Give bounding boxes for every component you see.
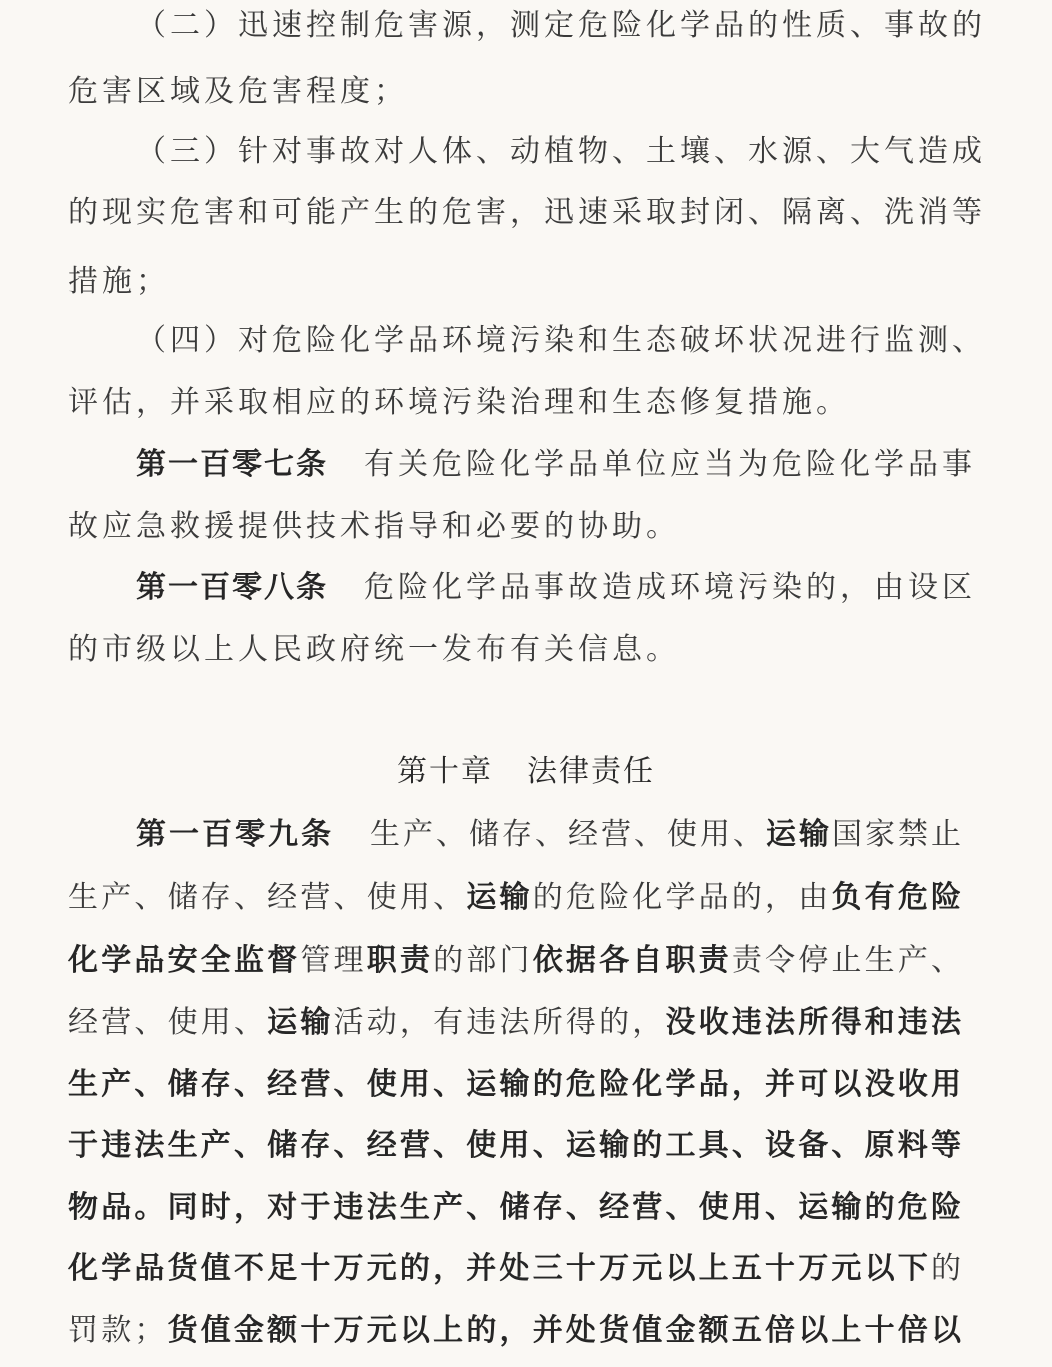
article-108-number: 第一百零八条 [136,570,328,605]
article-109-l3d: 的部门 [433,943,533,978]
article-109-line-1 [136,815,963,855]
article-109-number: 第一百零九条 [136,817,334,852]
article-109-line-6: 于违法生产、储存、经营、使用、运输的工具、设备、原料等 [68,1128,963,1163]
article-109-line-7: 物品。同时，对于违法生产、储存、经营、使用、运输的危险 [68,1190,963,1225]
article-108-line-1 [136,568,976,608]
list-item-3-line-3: 措施； [68,264,170,299]
article-109-l8a: 化学品货值不足十万元的，并处三十万元以上五十万元以下 [68,1251,931,1286]
article-107-text-1: 有关危险化学品单位应当为危险化学品事 [364,447,976,482]
article-109-l9b: 货值金额十万元以上的，并处货值金额五倍以上十倍以 [166,1313,964,1348]
article-109-l2c: 的危险化学品的，由 [532,880,832,915]
article-109-line-5: 生产、储存、经营、使用、运输的危险化学品，并可以没收用 [68,1067,963,1102]
chapter-number: 第十章 [397,754,493,789]
article-109-l3f: 责令停止生产、 [731,943,964,978]
article-109-l1a: 生产、储存、经营、使用、 [370,817,766,852]
article-109-line-4 [68,1003,963,1043]
chapter-heading [0,752,1052,792]
article-109-l8b: 的 [931,1251,963,1286]
article-109-line-8 [68,1249,963,1289]
article-107-number: 第一百零七条 [136,447,328,482]
article-108-text-1: 危险化学品事故造成环境污染的，由设区 [364,570,976,605]
article-109-l3b: 管理 [300,943,367,978]
article-109-l4c: 活动，有违法所得的， [333,1005,666,1040]
article-109-l2d: 负有危险 [831,880,964,915]
article-109-l3a: 化学品安全监督 [68,943,301,978]
article-109-l1b: 运输 [766,817,832,852]
article-109-l4d: 没收违法所得和违法 [665,1005,964,1040]
chapter-title: 法律责任 [527,754,655,789]
article-109-l4a: 经营、使用、 [68,1005,268,1040]
article-109-line-9 [68,1311,963,1351]
article-107-line-2: 故应急救援提供技术指导和必要的协助。 [68,509,680,544]
article-109-l3c: 职责 [366,943,434,978]
article-109-l9a: 罚款； [68,1313,167,1348]
article-109-l2b: 运输 [466,880,533,915]
article-109-l1c: 国家禁止 [832,817,963,852]
list-item-3-line-2: 的现实危害和可能产生的危害，迅速采取封闭、隔离、洗消等 [68,195,986,230]
article-109-l3e: 依据各自职责 [532,943,732,978]
article-109-line-2 [68,878,963,918]
article-109-l2a: 生产、储存、经营、使用、 [68,880,467,915]
list-item-2-line-1: （二）迅速控制危害源，测定危险化学品的性质、事故的 [136,8,986,43]
list-item-4-line-1: （四）对危险化学品环境污染和生态破坏状况进行监测、 [136,323,986,358]
list-item-4-line-2: 评估，并采取相应的环境污染治理和生态修复措施。 [68,385,850,420]
article-108-line-2: 的市级以上人民政府统一发布有关信息。 [68,632,680,667]
article-107-line-1 [136,445,976,485]
article-109-line-3 [68,941,963,981]
list-item-3-line-1: （三）针对事故对人体、动植物、土壤、水源、大气造成 [136,134,986,169]
list-item-2-line-2: 危害区域及危害程度； [68,74,408,109]
article-109-l4b: 运输 [267,1005,334,1040]
